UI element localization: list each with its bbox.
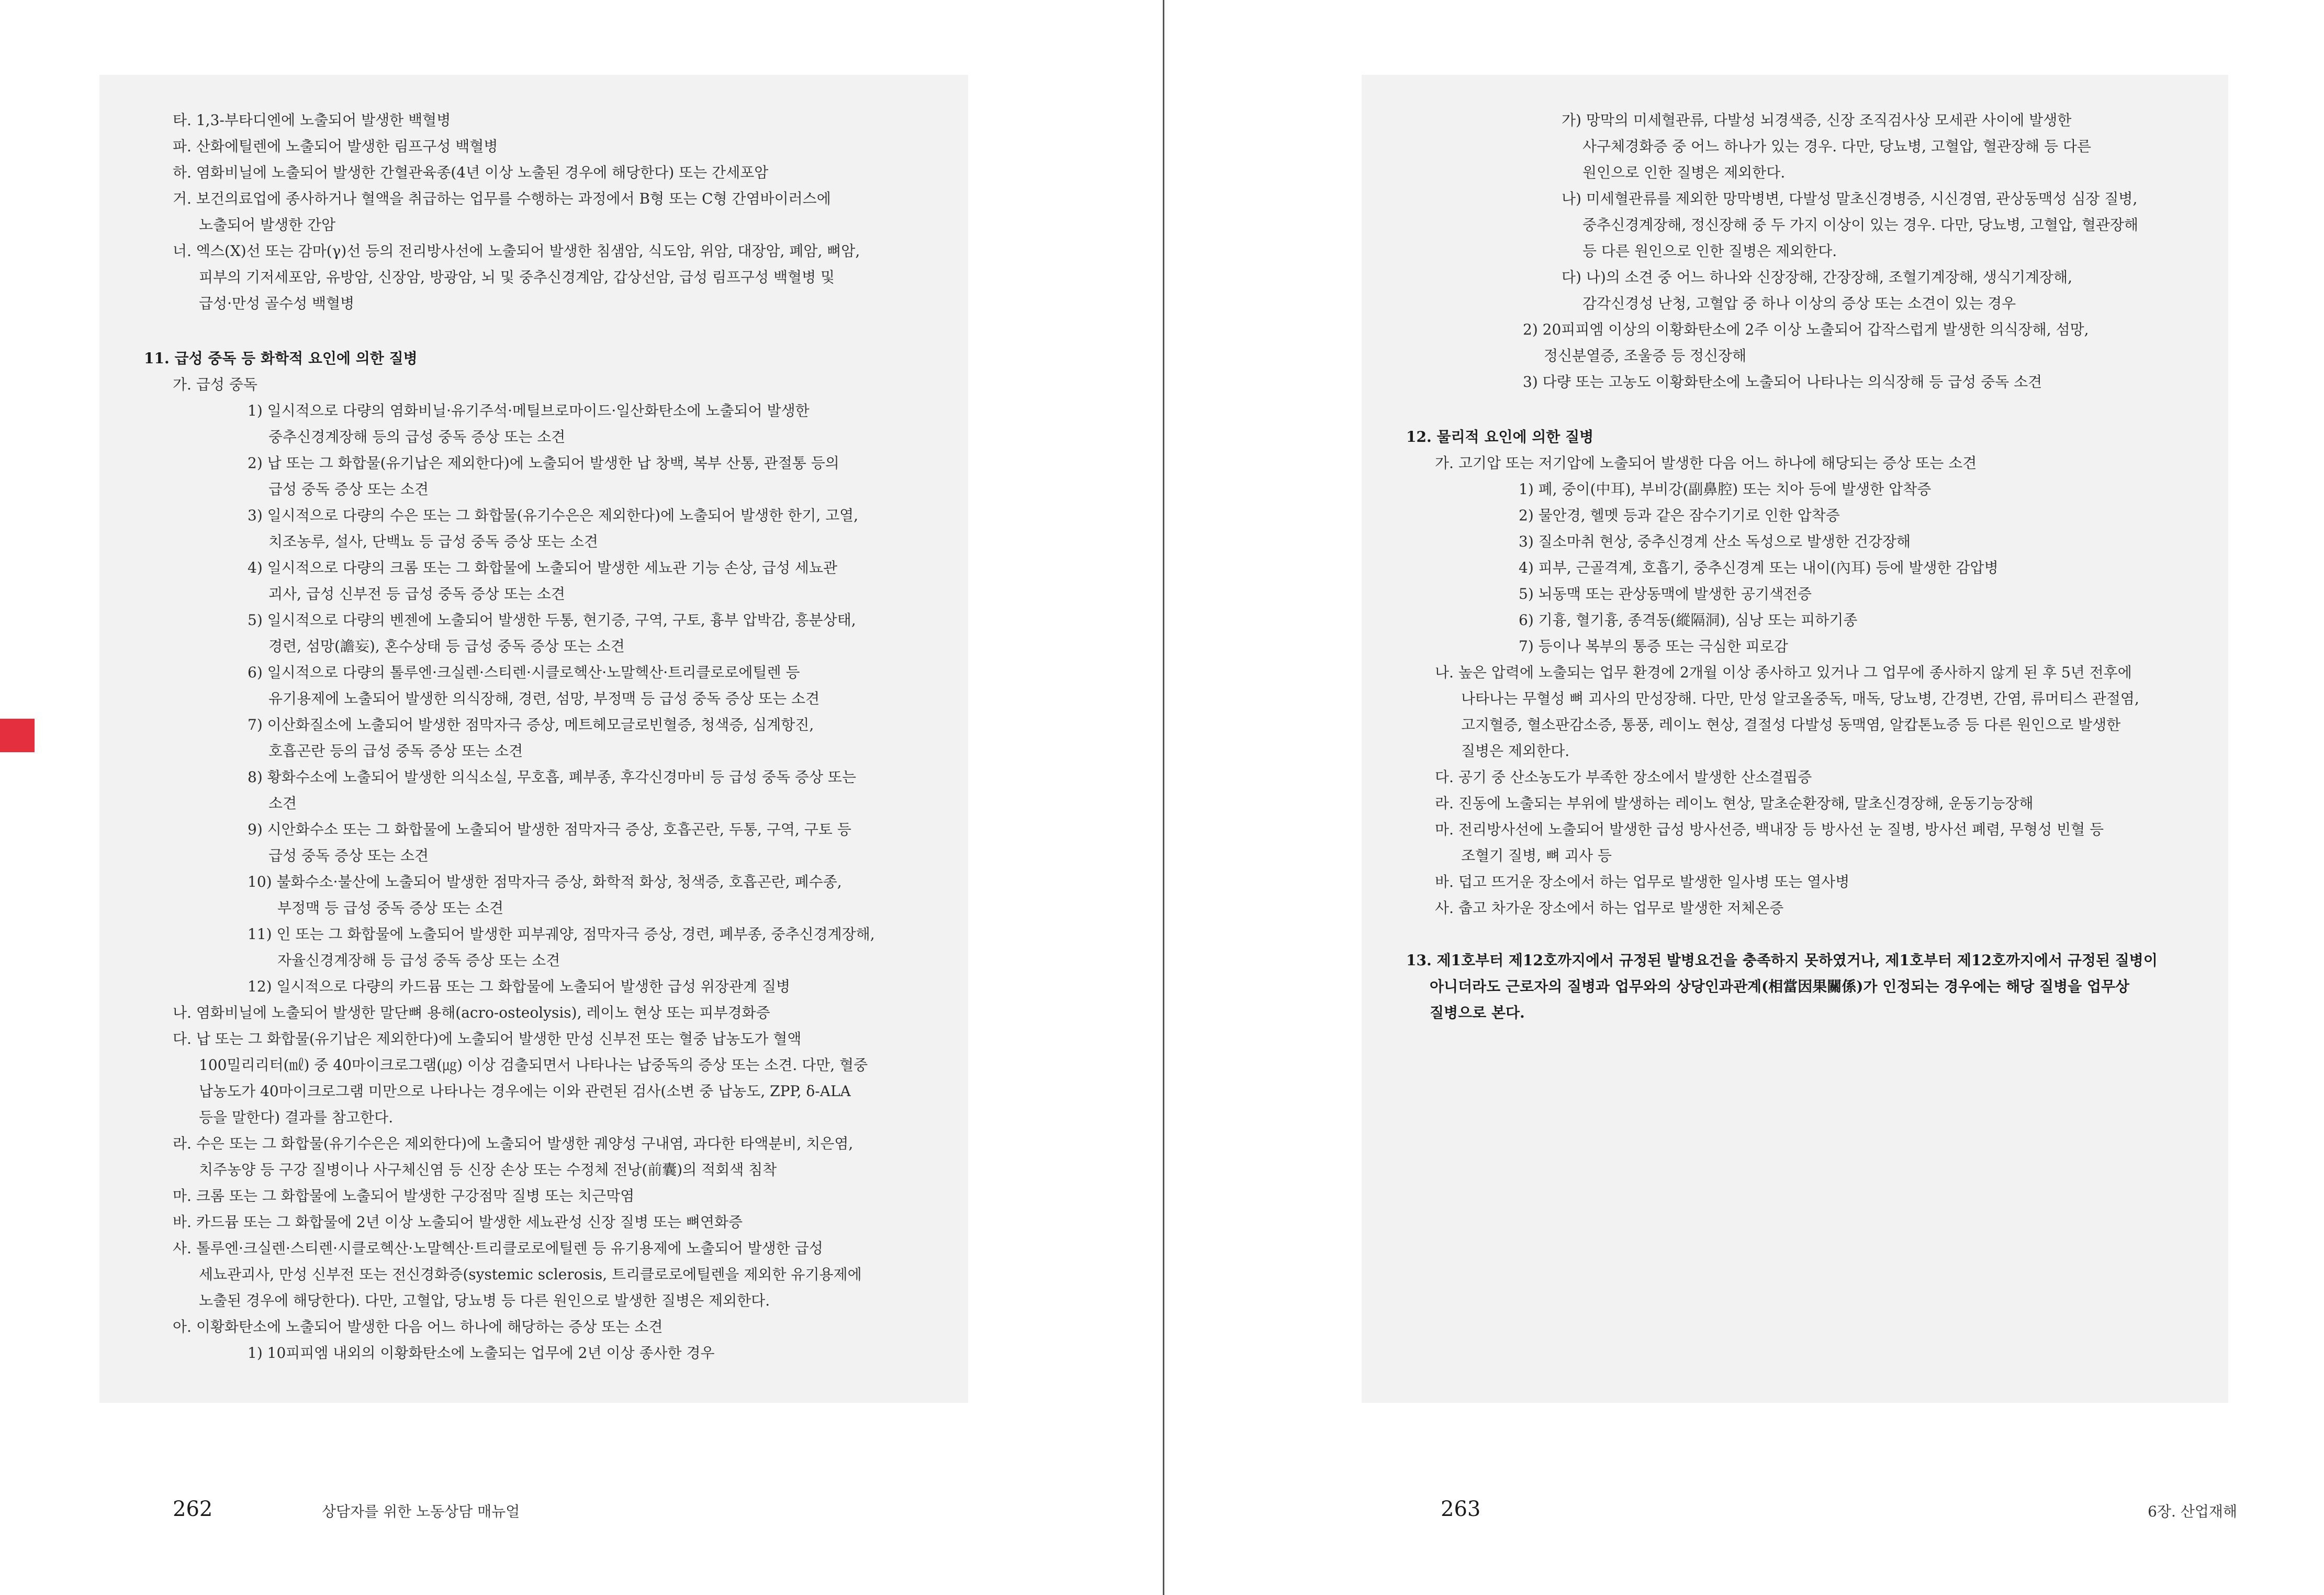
left-page-text-line: 1) 10피피엠 내외의 이황화탄소에 노출되는 업무에 2년 이상 종사한 경우	[248, 1344, 715, 1362]
left-page-text-box	[99, 75, 968, 1403]
right-page-text-line: 마. 전리방사선에 노출되어 발생한 급성 방사선증, 백내장 등 방사선 눈 질병, 방사선 폐렴, 무형성 빈혈 등	[1435, 821, 2104, 838]
right-page-text-line: 조혈기 질병, 뼈 괴사 등	[1461, 847, 1612, 864]
left-page-text-line: 타. 1,3-부타디엔에 노출되어 발생한 백혈병	[173, 111, 451, 129]
left-page-text-line: 12) 일시적으로 다량의 카드뮴 또는 그 화합물에 노출되어 발생한 급성 위장관계 질병	[248, 978, 791, 995]
left-page-text-line: 소견	[268, 795, 297, 812]
left-page-text-line: 11. 급성 중독 등 화학적 요인에 의한 질병	[144, 350, 418, 367]
left-page-text-line: 너. 엑스(X)선 또는 감마(γ)선 등의 전리방사선에 노출되어 발생한 침샘암, 식도암, 위암, 대장암, 폐암, 뼈암,	[173, 242, 860, 260]
right-page-text-line: 감각신경성 난청, 고혈압 중 하나 이상의 증상 또는 소견이 있는 경우	[1582, 295, 2016, 312]
left-page-text-line: 5) 일시적으로 다량의 벤젠에 노출되어 발생한 두통, 현기증, 구역, 구토, 흉부 압박감, 흥분상태,	[248, 611, 856, 629]
left-page-text-line: 경련, 섬망(譫妄), 혼수상태 등 급성 중독 증상 또는 소견	[268, 638, 625, 655]
right-page-text-line: 다) 나)의 소견 중 어느 하나와 신장장해, 간장장해, 조혈기계장해, 생식기계장해,	[1562, 269, 2073, 286]
left-page-text-line: 치조농루, 설사, 단백뇨 등 급성 중독 증상 또는 소견	[268, 533, 598, 550]
right-page-text-line: 라. 진동에 노출되는 부위에 발생하는 레이노 현상, 말초순환장해, 말초신경장해, 운동기능장해	[1435, 795, 2034, 812]
right-page-text-line: 원인으로 인한 질병은 제외한다.	[1582, 164, 1786, 181]
left-page-text-line: 피부의 기저세포암, 유방암, 신장암, 방광암, 뇌 및 중추신경계암, 갑상선암, 급성 림프구성 백혈병 및	[199, 269, 835, 286]
left-page-number: 262	[173, 1497, 213, 1521]
right-page-text-line: 4) 피부, 근골격계, 호흡기, 중추신경계 또는 내이(內耳) 등에 발생한 감압병	[1519, 559, 1999, 576]
left-page-text-line: 자율신경계장해 등 급성 중독 증상 또는 소견	[277, 952, 560, 969]
left-page-text-line: 사. 톨루엔·크실렌·스티렌·시클로헥산·노말헥산·트리클로로에틸렌 등 유기용제에 노출되어 발생한 급성	[173, 1240, 823, 1257]
right-page-text-line: 다. 공기 중 산소농도가 부족한 장소에서 발생한 산소결핍증	[1435, 768, 1812, 786]
left-page-text-line: 아. 이황화탄소에 노출되어 발생한 다음 어느 하나에 해당하는 증상 또는 소견	[173, 1318, 663, 1335]
right-page-text-line: 사. 춥고 차가운 장소에서 하는 업무로 발생한 저체온증	[1435, 899, 1784, 917]
left-page-text-line: 중추신경계장해 등의 급성 중독 증상 또는 소견	[268, 428, 566, 445]
right-page-text-line: 바. 덥고 뜨거운 장소에서 하는 업무로 발생한 일사병 또는 열사병	[1435, 873, 1850, 890]
left-page-text-line: 4) 일시적으로 다량의 크롬 또는 그 화합물에 노출되어 발생한 세뇨관 기능 손상, 급성 세뇨관	[248, 559, 838, 576]
left-page-text-line: 6) 일시적으로 다량의 톨루엔·크실렌·스티렌·시클로헥산·노말헥산·트리클로로에틸렌 등	[248, 664, 800, 681]
right-running-title: 6장. 산업재해	[2148, 1503, 2237, 1520]
left-page-text-line: 괴사, 급성 신부전 등 급성 중독 증상 또는 소견	[268, 585, 565, 603]
right-page-text-line: 질병으로 본다.	[1430, 1004, 1525, 1021]
right-page-number: 263	[1441, 1497, 1481, 1521]
left-page-text-line: 3) 일시적으로 다량의 수은 또는 그 화합물(유기수은은 제외한다)에 노출되어 발생한 한기, 고열,	[248, 507, 859, 524]
left-page-text-line: 급성 중독 증상 또는 소견	[268, 481, 429, 498]
left-page-text-line: 100밀리리터(㎖) 중 40마이크로그램(㎍) 이상 검출되면서 나타나는 납중독의 증상 또는 소견. 다만, 혈중	[199, 1056, 868, 1074]
left-page-text-line: 등을 말한다) 결과를 참고한다.	[199, 1109, 394, 1126]
book-spine	[1163, 0, 1164, 1595]
left-page-text-line: 파. 산화에틸렌에 노출되어 발생한 림프구성 백혈병	[173, 138, 498, 155]
right-page-text-line: 1) 폐, 중이(中耳), 부비강(副鼻腔) 또는 치아 등에 발생한 압착증	[1519, 481, 1932, 498]
left-page-text-line: 치주농양 등 구강 질병이나 사구체신염 등 신장 손상 또는 수정체 전낭(前囊)의 적회색 침착	[199, 1161, 777, 1178]
left-page-text-line: 9) 시안화수소 또는 그 화합물에 노출되어 발생한 점막자극 증상, 호흡곤란, 두통, 구역, 구토 등	[248, 821, 851, 838]
left-page-text-line: 거. 보건의료업에 종사하거나 혈액을 취급하는 업무를 수행하는 과정에서 B형 또는 C형 간염바이러스에	[173, 190, 831, 207]
right-page-text-line: 12. 물리적 요인에 의한 질병	[1406, 428, 1594, 445]
right-page-text-line: 나. 높은 압력에 노출되는 업무 환경에 2개월 이상 종사하고 있거나 그 업무에 종사하지 않게 된 후 5년 전후에	[1435, 664, 2132, 681]
left-page-text-line: 노출된 경우에 해당한다). 다만, 고혈압, 당뇨병 등 다른 원인으로 발생한 질병은 제외한다.	[199, 1292, 770, 1309]
right-page-text-line: 질병은 제외한다.	[1461, 742, 1570, 760]
left-page-text-line: 나. 염화비닐에 노출되어 발생한 말단뼈 용해(acro-osteolysis), 레이노 현상 또는 피부경화증	[173, 1004, 770, 1021]
left-page-text-line: 11) 인 또는 그 화합물에 노출되어 발생한 피부궤양, 점막자극 증상, 경련, 폐부종, 중추신경계장해,	[248, 925, 875, 943]
left-page-text-line: 라. 수은 또는 그 화합물(유기수은은 제외한다)에 노출되어 발생한 궤양성 구내염, 과다한 타액분비, 치은염,	[173, 1135, 854, 1152]
left-page-text-line: 가. 급성 중독	[173, 376, 257, 393]
right-page-text-box	[1362, 75, 2228, 1403]
left-page-text-line: 부정맥 등 급성 중독 증상 또는 소견	[277, 899, 504, 917]
left-page-text-line: 7) 이산화질소에 노출되어 발생한 점막자극 증상, 메트헤모글로빈혈증, 청색증, 심계항진,	[248, 716, 814, 733]
right-page-text-line: 2) 20피피엠 이상의 이황화탄소에 2주 이상 노출되어 갑작스럽게 발생한 의식장해, 섬망,	[1523, 321, 2089, 338]
right-page-text-line: 아니더라도 근로자의 질병과 업무와의 상당인과관계(相當因果關係)가 인정되는 경우에는 해당 질병을 업무상	[1430, 978, 2130, 995]
right-page-text-line: 3) 다량 또는 고농도 이황화탄소에 노출되어 나타나는 의식장해 등 급성 중독 소견	[1523, 373, 2042, 391]
left-page-text-line: 다. 납 또는 그 화합물(유기납은 제외한다)에 노출되어 발생한 만성 신부전 또는 혈중 납농도가 혈액	[173, 1030, 802, 1047]
left-page-text-line: 2) 납 또는 그 화합물(유기납은 제외한다)에 노출되어 발생한 납 창백, 복부 산통, 관절통 등의	[248, 454, 839, 472]
left-page-text-line: 급성 중독 증상 또는 소견	[268, 847, 429, 864]
left-page-text-line: 1) 일시적으로 다량의 염화비닐·유기주석·메틸브로마이드·일산화탄소에 노출되어 발생한	[248, 402, 810, 419]
left-page-text-line: 마. 크롬 또는 그 화합물에 노출되어 발생한 구강점막 질병 또는 치근막염	[173, 1187, 635, 1204]
left-page-text-line: 급성·만성 골수성 백혈병	[199, 295, 355, 312]
left-page-text-line: 8) 황화수소에 노출되어 발생한 의식소실, 무호흡, 폐부종, 후각신경마비 등 급성 중독 증상 또는	[248, 768, 857, 786]
right-page-text-line: 가. 고기압 또는 저기압에 노출되어 발생한 다음 어느 하나에 해당되는 증상 또는 소견	[1435, 454, 1977, 472]
right-page-text-line: 13. 제1호부터 제12호까지에서 규정된 발병요건을 충족하지 못하였거나, 제1호부터 제12호까지에서 규정된 질병이	[1406, 952, 2158, 969]
left-page-text-line: 납농도가 40마이크로그램 미만으로 나타나는 경우에는 이와 관련된 검사(소변 중 납농도, ZPP, δ-ALA	[199, 1083, 851, 1100]
right-page-text-line: 2) 물안경, 헬멧 등과 같은 잠수기기로 인한 압착증	[1519, 507, 1840, 524]
right-page-text-line: 정신분열증, 조울증 등 정신장해	[1544, 347, 1747, 364]
left-page-text-line: 하. 염화비닐에 노출되어 발생한 간혈관육종(4년 이상 노출된 경우에 해당한다) 또는 간세포암	[173, 164, 769, 181]
right-page-text-line: 나) 미세혈관류를 제외한 망막병변, 다발성 말초신경병증, 시신경염, 관상동맥성 심장 질병,	[1562, 190, 2138, 207]
right-page-text-line: 고지혈증, 혈소판감소증, 통풍, 레이노 현상, 결절성 다발성 동맥염, 알캅톤뇨증 등 다른 원인으로 발생한	[1461, 716, 2121, 733]
left-page-text-line: 세뇨관괴사, 만성 신부전 또는 전신경화증(systemic sclerosis, 트리클로로에틸렌을 제외한 유기용제에	[199, 1266, 862, 1283]
right-page-text-line: 6) 기흉, 혈기흉, 종격동(縱隔洞), 심낭 또는 피하기종	[1519, 611, 1858, 629]
right-page-text-line: 7) 등이나 복부의 통증 또는 극심한 피로감	[1519, 638, 1788, 655]
right-page-text-line: 3) 질소마취 현상, 중추신경계 산소 독성으로 발생한 건강장해	[1519, 533, 1911, 550]
left-page-text-line: 바. 카드뮴 또는 그 화합물에 2년 이상 노출되어 발생한 세뇨관성 신장 질병 또는 뼈연화증	[173, 1213, 743, 1231]
chapter-tab-marker	[0, 719, 35, 752]
left-page-text-line: 호흡곤란 등의 급성 중독 증상 또는 소견	[268, 742, 523, 760]
right-page-text-line: 사구체경화증 중 어느 하나가 있는 경우. 다만, 당뇨병, 고혈압, 혈관장해 등 다른	[1582, 138, 2091, 155]
left-page-text-line: 유기용제에 노출되어 발생한 의식장해, 경련, 섬망, 부정맥 등 급성 중독 증상 또는 소견	[268, 690, 820, 707]
left-page-text-line: 노출되어 발생한 간암	[199, 216, 336, 233]
right-page-text-line: 등 다른 원인으로 인한 질병은 제외한다.	[1582, 242, 1837, 260]
left-page-text-line: 10) 불화수소·불산에 노출되어 발생한 점막자극 증상, 화학적 화상, 청색증, 호흡곤란, 폐수종,	[248, 873, 842, 890]
right-page-text-line: 중추신경계장해, 정신장해 중 두 가지 이상이 있는 경우. 다만, 당뇨병, 고혈압, 혈관장해	[1582, 216, 2139, 233]
right-page-text-line: 나타나는 무혈성 뼈 괴사의 만성장해. 다만, 만성 알코올중독, 매독, 당뇨병, 간경변, 간염, 류머티스 관절염,	[1461, 690, 2139, 707]
right-page-text-line: 5) 뇌동맥 또는 관상동맥에 발생한 공기색전증	[1519, 585, 1812, 603]
right-page-text-line: 가) 망막의 미세혈관류, 다발성 뇌경색증, 신장 조직검사상 모세관 사이에 발생한	[1562, 111, 2072, 129]
left-running-title: 상담자를 위한 노동상담 매뉴얼	[322, 1503, 520, 1520]
